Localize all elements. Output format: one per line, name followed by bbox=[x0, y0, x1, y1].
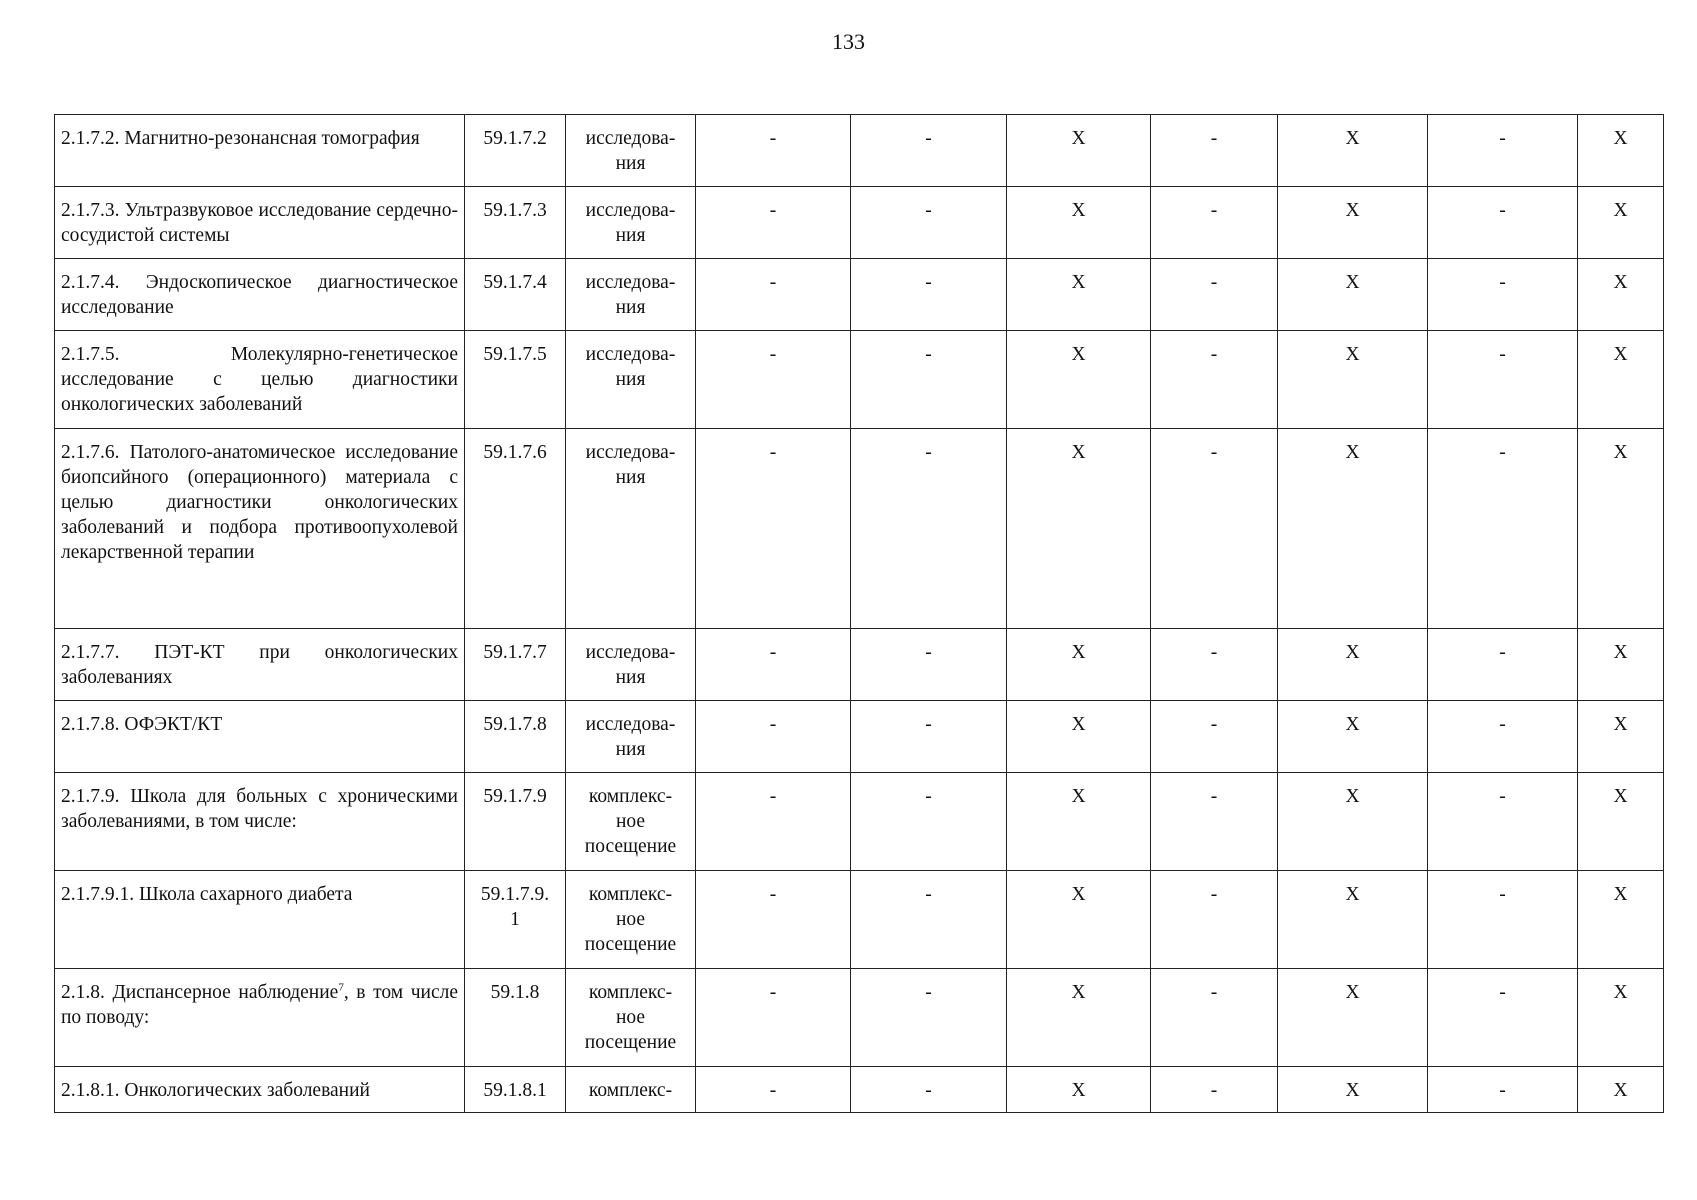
row-value-cell: X bbox=[1578, 629, 1664, 701]
row-value-cell: X bbox=[1278, 1067, 1428, 1113]
row-name-cell bbox=[55, 115, 465, 187]
row-code-cell: 59.1.7.4 bbox=[465, 259, 566, 331]
row-value-cell: - bbox=[696, 187, 851, 259]
row-value-cell: - bbox=[696, 259, 851, 331]
row-value-cell: - bbox=[696, 629, 851, 701]
row-value-cell: X bbox=[1278, 259, 1428, 331]
row-value-cell: - bbox=[851, 1067, 1007, 1113]
row-value-cell: X bbox=[1007, 331, 1151, 429]
table-row bbox=[55, 331, 1664, 429]
row-name-text: 2.1.7.2. Магнитно-резонансная томография bbox=[61, 128, 420, 149]
row-value-cell: X bbox=[1278, 115, 1428, 187]
row-value-cell: - bbox=[696, 871, 851, 969]
row-name-text: 2.1.7.4. Эндоскопическое диагностическое исследование bbox=[61, 272, 458, 318]
row-value-cell: X bbox=[1007, 115, 1151, 187]
row-unit-cell: комплекс- bbox=[566, 1067, 696, 1113]
table-body bbox=[55, 115, 1664, 1113]
row-value-cell: X bbox=[1578, 773, 1664, 871]
row-value-cell: - bbox=[1151, 871, 1278, 969]
row-code-cell: 59.1.7.8 bbox=[465, 701, 566, 773]
row-code-cell: 59.1.7.9 bbox=[465, 773, 566, 871]
row-name-text: 2.1.7.3. Ультразвуковое исследование сердечно-сосудистой системы bbox=[61, 200, 458, 246]
row-value-cell: - bbox=[1151, 1067, 1278, 1113]
row-value-cell: - bbox=[851, 115, 1007, 187]
row-value-cell: X bbox=[1278, 969, 1428, 1067]
row-value-cell: - bbox=[851, 701, 1007, 773]
table-row bbox=[55, 1067, 1664, 1113]
row-code-cell: 59.1.8 bbox=[465, 969, 566, 1067]
row-value-cell: X bbox=[1007, 969, 1151, 1067]
row-value-cell: X bbox=[1007, 773, 1151, 871]
row-value-cell: X bbox=[1578, 187, 1664, 259]
row-value-cell: - bbox=[1428, 259, 1578, 331]
row-name-cell bbox=[55, 629, 465, 701]
row-value-cell: - bbox=[851, 629, 1007, 701]
row-value-cell: - bbox=[1151, 429, 1278, 629]
footnote-marker: 7 bbox=[338, 981, 344, 994]
row-value-cell: X bbox=[1578, 115, 1664, 187]
row-value-cell: X bbox=[1578, 331, 1664, 429]
row-value-cell: X bbox=[1578, 871, 1664, 969]
row-value-cell: X bbox=[1278, 701, 1428, 773]
row-value-cell: X bbox=[1278, 331, 1428, 429]
row-name-text: 2.1.7.7. ПЭТ-КТ при онкологических заболеваниях bbox=[61, 642, 458, 688]
row-value-cell: X bbox=[1007, 871, 1151, 969]
row-value-cell: - bbox=[1428, 773, 1578, 871]
row-code-cell: 59.1.8.1 bbox=[465, 1067, 566, 1113]
row-code-cell: 59.1.7.2 bbox=[465, 115, 566, 187]
row-code-cell: 59.1.7.7 bbox=[465, 629, 566, 701]
row-value-cell: - bbox=[1428, 969, 1578, 1067]
row-value-cell: - bbox=[696, 331, 851, 429]
row-value-cell: - bbox=[696, 773, 851, 871]
row-value-cell: X bbox=[1007, 429, 1151, 629]
row-unit-cell: исследова- ния bbox=[566, 629, 696, 701]
row-value-cell: X bbox=[1578, 701, 1664, 773]
row-value-cell: - bbox=[696, 1067, 851, 1113]
row-value-cell: X bbox=[1278, 871, 1428, 969]
row-value-cell: - bbox=[1151, 773, 1278, 871]
row-name-cell bbox=[55, 969, 465, 1067]
row-unit-cell: исследова- ния bbox=[566, 331, 696, 429]
row-name-text: 2.1.8.1. Онкологических заболеваний bbox=[61, 1080, 370, 1101]
row-value-cell: - bbox=[851, 429, 1007, 629]
row-name-text-cont: , в том числе по поводу: bbox=[61, 982, 458, 1028]
row-code-cell: 59.1.7.5 bbox=[465, 331, 566, 429]
table-row bbox=[55, 629, 1664, 701]
row-value-cell: - bbox=[1428, 871, 1578, 969]
row-name-cell bbox=[55, 187, 465, 259]
row-name-cell bbox=[55, 1067, 465, 1113]
row-value-cell: - bbox=[851, 773, 1007, 871]
row-value-cell: X bbox=[1007, 629, 1151, 701]
row-value-cell: X bbox=[1007, 259, 1151, 331]
row-value-cell: X bbox=[1278, 187, 1428, 259]
row-code-cell: 59.1.7.6 bbox=[465, 429, 566, 629]
row-value-cell: - bbox=[1151, 187, 1278, 259]
row-value-cell: - bbox=[851, 259, 1007, 331]
row-value-cell: - bbox=[1428, 629, 1578, 701]
table-row bbox=[55, 259, 1664, 331]
table-row bbox=[55, 773, 1664, 871]
row-value-cell: X bbox=[1278, 429, 1428, 629]
row-value-cell: X bbox=[1578, 1067, 1664, 1113]
row-value-cell: - bbox=[696, 115, 851, 187]
row-value-cell: X bbox=[1578, 969, 1664, 1067]
row-code-cell: 59.1.7.9. 1 bbox=[465, 871, 566, 969]
row-unit-cell: комплекс- ное посещение bbox=[566, 969, 696, 1067]
table-row bbox=[55, 969, 1664, 1067]
row-name-cell bbox=[55, 331, 465, 429]
row-value-cell: - bbox=[1151, 331, 1278, 429]
row-unit-cell: исследова- ния bbox=[566, 701, 696, 773]
row-code-cell: 59.1.7.3 bbox=[465, 187, 566, 259]
row-value-cell: - bbox=[1428, 1067, 1578, 1113]
row-unit-cell: исследова- ния bbox=[566, 429, 696, 629]
row-value-cell: - bbox=[696, 701, 851, 773]
row-unit-cell: исследова- ния bbox=[566, 115, 696, 187]
row-name-cell bbox=[55, 429, 465, 629]
row-value-cell: - bbox=[696, 429, 851, 629]
table-row bbox=[55, 701, 1664, 773]
row-name-text: 2.1.8. Диспансерное наблюдение bbox=[61, 982, 339, 1003]
row-name-text: 2.1.7.8. ОФЭКТ/КТ bbox=[61, 714, 223, 735]
row-name-cell bbox=[55, 701, 465, 773]
row-name-text: 2.1.7.9. Школа для больных с хроническими заболеваниями, в том числе: bbox=[61, 786, 458, 832]
row-value-cell: - bbox=[1151, 259, 1278, 331]
row-name-cell bbox=[55, 259, 465, 331]
row-value-cell: - bbox=[1428, 429, 1578, 629]
row-value-cell: X bbox=[1007, 701, 1151, 773]
row-value-cell: - bbox=[851, 969, 1007, 1067]
row-unit-cell: комплекс- ное посещение bbox=[566, 871, 696, 969]
row-value-cell: X bbox=[1278, 629, 1428, 701]
row-value-cell: X bbox=[1007, 187, 1151, 259]
row-value-cell: - bbox=[1151, 969, 1278, 1067]
row-unit-cell: комплекс- ное посещение bbox=[566, 773, 696, 871]
row-unit-cell: исследова- ния bbox=[566, 259, 696, 331]
row-value-cell: - bbox=[1428, 701, 1578, 773]
table-row bbox=[55, 187, 1664, 259]
row-name-text: 2.1.7.6. Патолого-анатомическое исследование биопсийного (операционного) материала с целью диагностики онкологических заболеваний и подбора противоопухолевой лекарственной терапии bbox=[61, 442, 458, 563]
row-value-cell: X bbox=[1278, 773, 1428, 871]
table-row bbox=[55, 429, 1664, 629]
row-unit-cell: исследова- ния bbox=[566, 187, 696, 259]
row-value-cell: - bbox=[851, 331, 1007, 429]
table-row bbox=[55, 871, 1664, 969]
row-value-cell: - bbox=[1151, 701, 1278, 773]
row-name-text: 2.1.7.9.1. Школа сахарного диабета bbox=[61, 884, 353, 905]
row-name-cell bbox=[55, 773, 465, 871]
services-table bbox=[54, 114, 1664, 1113]
row-name-cell bbox=[55, 871, 465, 969]
row-value-cell: - bbox=[1428, 331, 1578, 429]
page-number: 133 bbox=[832, 29, 865, 54]
row-value-cell: X bbox=[1007, 1067, 1151, 1113]
row-value-cell: - bbox=[1428, 115, 1578, 187]
table-row bbox=[55, 115, 1664, 187]
row-value-cell: - bbox=[1428, 187, 1578, 259]
row-name-text: 2.1.7.5. Молекулярно-генетическое исследование с целью диагностики онкологических заболеваний bbox=[61, 344, 458, 415]
row-value-cell: - bbox=[1151, 629, 1278, 701]
row-value-cell: - bbox=[696, 969, 851, 1067]
row-value-cell: - bbox=[851, 871, 1007, 969]
row-value-cell: - bbox=[1151, 115, 1278, 187]
row-value-cell: - bbox=[851, 187, 1007, 259]
row-value-cell: X bbox=[1578, 259, 1664, 331]
row-value-cell: X bbox=[1578, 429, 1664, 629]
